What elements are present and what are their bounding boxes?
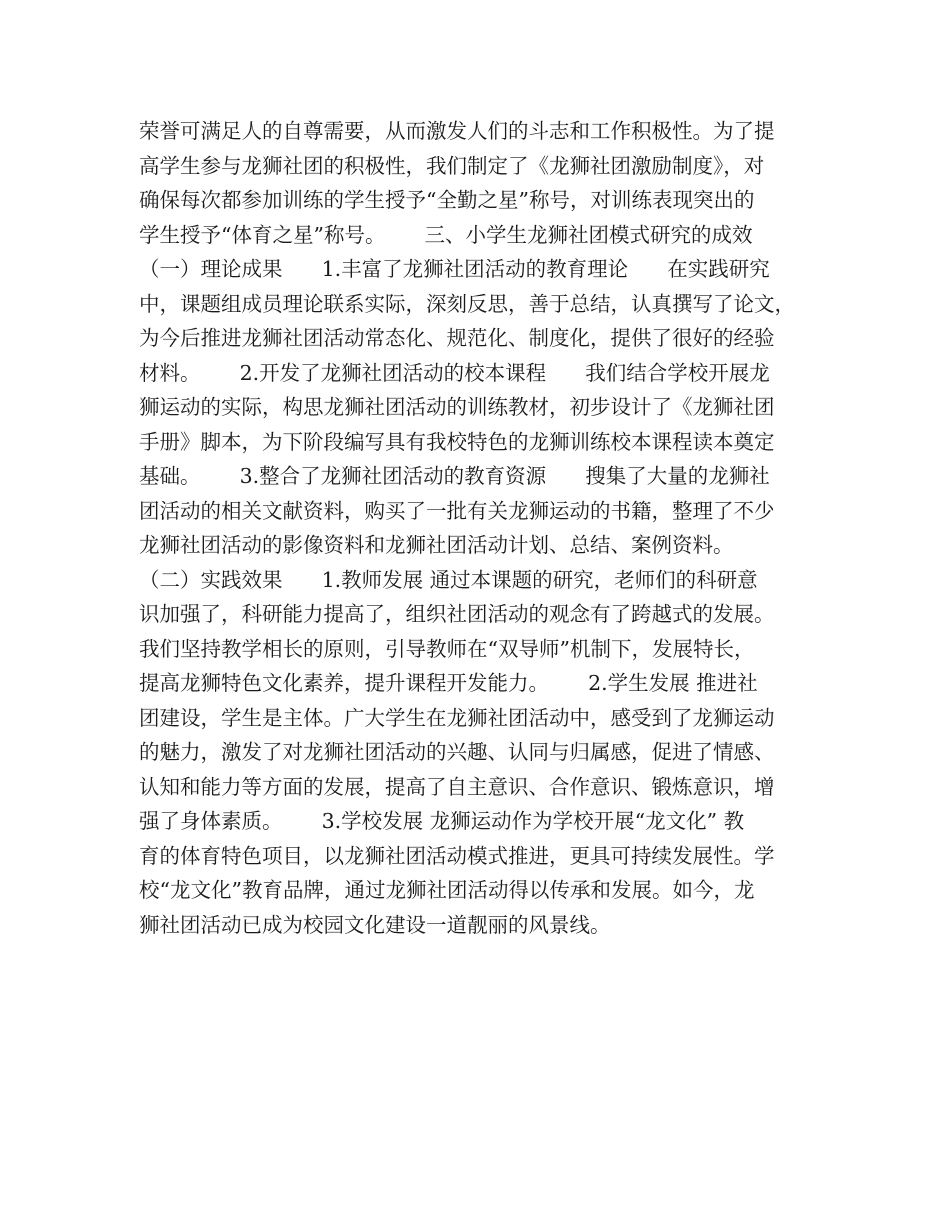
- text-line: 学生授予“体育之星”称号。 三、小学生龙狮社团模式研究的成效: [139, 222, 753, 247]
- text-line: 团活动的相关文献资料，购买了一批有关龙狮运动的书籍，整理了不少: [139, 498, 775, 523]
- text-line: 确保每次都参加训练的学生授予“全勤之星”称号，对训练表现突出的: [139, 188, 755, 212]
- body-text: [139, 114, 829, 942]
- text-line: （一）理论成果 1.丰富了龙狮社团活动的教育理论 在实践研究: [139, 257, 770, 281]
- text-line: 识加强了，科研能力提高了，组织社团活动的观念有了跨越式的发展。: [139, 602, 775, 626]
- text-line: 育的体育特色项目，以龙狮社团活动模式推进，更具可持续发展性。学: [139, 843, 775, 868]
- text-line: （二）实践效果 1.教师发展 通过本课题的研究，老师们的科研意: [139, 567, 758, 592]
- text-line: 认知和能力等方面的发展，提高了自主意识、合作意识、锻炼意识，增: [139, 774, 775, 799]
- text-line: 材料。 2.开发了龙狮社团活动的校本课程 我们结合学校开展龙: [139, 360, 770, 385]
- text-line: 校“龙文化”教育品牌，通过龙狮社团活动得以传承和发展。如今，龙: [139, 878, 755, 902]
- text-line: 荣誉可满足人的自尊需要，从而激发人们的斗志和工作积极性。为了提: [139, 119, 775, 143]
- text-line: 我们坚持教学相长的原则，引导教师在“双导师”机制下，发展特长，: [139, 636, 755, 661]
- text-line: 提高龙狮特色文化素养，提升课程开发能力。 2.学生发展 推进社: [139, 671, 758, 695]
- text-line: 狮社团活动已成为校园文化建设一道靓丽的风景线。: [139, 912, 611, 937]
- text-line: 狮运动的实际，构思龙狮社团活动的训练教材，初步设计了《龙狮社团: [139, 395, 775, 419]
- text-line: 中，课题组成员理论联系实际，深刻反思，善于总结，认真撰写了论文，: [139, 291, 795, 316]
- text-line: 的魅力，激发了对龙狮社团活动的兴趣、认同与归属感，促进了情感、: [139, 740, 775, 764]
- text-line: 团建设，学生是主体。广大学生在龙狮社团活动中，感受到了龙狮运动: [139, 705, 775, 730]
- text-line: 龙狮社团活动的影像资料和龙狮社团活动计划、总结、案例资料。: [139, 533, 734, 557]
- text-line: 为今后推进龙狮社团活动常态化、规范化、制度化，提供了很好的经验: [139, 326, 775, 350]
- text-line: 基础。 3.整合了龙狮社团活动的教育资源 搜集了大量的龙狮社: [139, 464, 770, 488]
- text-line: 手册》脚本，为下阶段编写具有我校特色的龙狮训练校本课程读本奠定: [139, 429, 775, 454]
- text-line: 高学生参与龙狮社团的积极性，我们制定了《龙狮社团激励制度》，对: [139, 153, 765, 178]
- text-line: 强了身体素质。 3.学校发展 龙狮运动作为学校开展“龙文化” 教: [139, 809, 745, 833]
